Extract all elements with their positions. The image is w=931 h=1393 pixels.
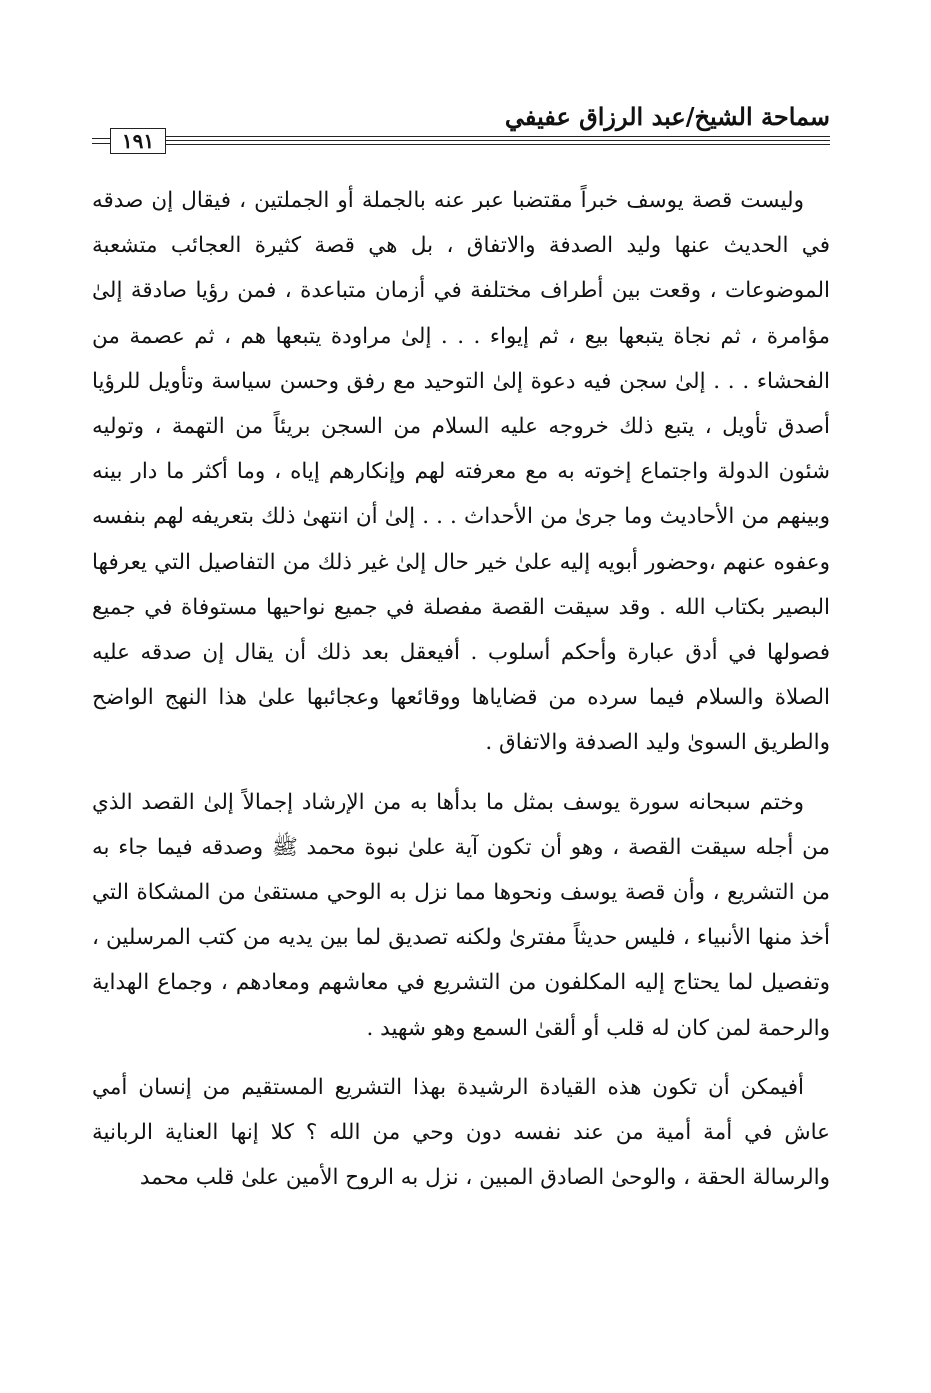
- header-rule: [92, 143, 112, 144]
- page-header: [92, 100, 830, 160]
- page-body: [92, 178, 830, 1214]
- header-rule: [92, 138, 112, 139]
- paragraph: أفيمكن أن تكون هذه القيادة الرشيدة بهذا التشريع المستقيم من إنسان أمي عاش في أمة أمية من عند نفسه دون وحي من الله ؟ كلا إنها العناية الربانية والرسالة الحقة ، والوحىٰ الصادق المبين ، نزل به الروح الأمين علىٰ قلب محمد: [92, 1074, 830, 1191]
- header-rule: [162, 136, 830, 137]
- running-title: سماحة الشيخ/عبد الرزاق عفيفي: [504, 102, 830, 131]
- header-rule: [162, 140, 830, 141]
- page-number: ١٩١: [110, 128, 166, 154]
- paragraph: وليست قصة يوسف خبراً مقتضبا عبر عنه بالجملة أو الجملتين ، فيقال إن صدقه في الحديث عنها وليد الصدفة والاتفاق ، بل هي قصة كثيرة العجائب متشعبة الموضوعات ، وقعت بين أطراف مختلفة في أزمان متباعدة ، فمن رؤيا صادقة إلىٰ مؤامرة ، ثم نجاة يتبعها بيع ، ثم إيواء . . . إلىٰ مراودة يتبعها هم ، ثم عصمة من الفحشاء . . . إلىٰ سجن فيه دعوة إلىٰ التوحيد مع رفق وحسن سياسة وتأويل للرؤيا أصدق تأويل ، يتبع ذلك خروجه عليه السلام من السجن بريئاً من التهمة ، وتوليه شئون الدولة واجتماع إخوته به مع معرفته لهم وإنكارهم إياه ، وما أكثر ما دار بينه وبينهم من الأحاديث وما جرىٰ من الأحداث . . . إلىٰ أن انتهىٰ ذلك بتعريفه لهم بنفسه وعفوه عنهم ،وحضور أبويه إليه علىٰ خير حال إلىٰ غير ذلك من التفاصيل التي يعرفها البصير بكتاب الله . وقد سيقت القصة مفصلة في جميع نواحيها مستوفاة في جميع فصولها في أدق عبارة وأحكم أسلوب . أفيعقل بعد ذلك أن يقال إن صدقه عليه الصلاة والسلام فيما سرده من قضاياها ووقائعها وعجائبها علىٰ هذا النهج الواضح والطريق السوىٰ وليد الصدفة والاتفاق .: [92, 188, 830, 756]
- header-rule: [162, 144, 830, 145]
- paragraph: وختم سبحانه سورة يوسف بمثل ما بدأها به من الإرشاد إجمالاً إلىٰ القصد الذي من أجله سيقت القصة ، وهو أن تكون آية علىٰ نبوة محمد ﷺ وصدقه فيما جاء به من التشريع ، وأن قصة يوسف ونحوها مما نزل به الوحي مستقىٰ من المشكاة التي أخذ منها الأنبياء ، فليس حديثاً مفترىٰ ولكنه تصديق لما بين يديه من كتب المرسلين ، وتفصيل لما يحتاج إليه المكلفون من التشريع في معاشهم ومعادهم ، وجماع الهداية والرحمة لمن كان له قلب أو ألقىٰ السمع وهو شهيد .: [92, 789, 830, 1041]
